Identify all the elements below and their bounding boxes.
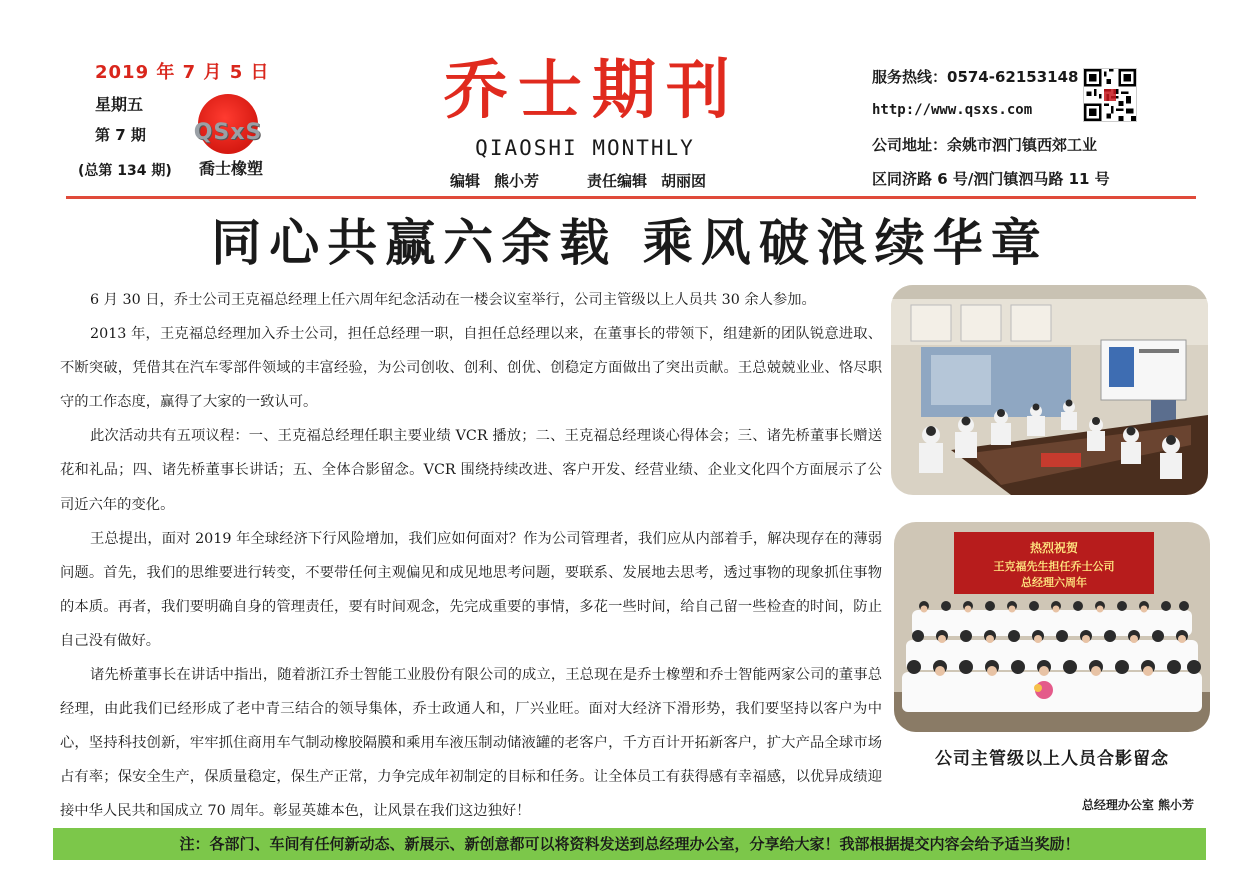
issue-date: 2019 年 7 月 5 日: [95, 62, 270, 83]
banner-line3: 总经理六周年: [1021, 576, 1087, 589]
article-paragraph: 此次活动共有五项议程：一、王克福总经理任职主要业绩 VCR 播放；二、王克福总经理谈心得体会；三、诸先桥董事长赠送花和礼品；四、诸先桥董事长讲话；五、全体合影留念。VCR 围绕持续改进、客户开发、经营业绩、企业文化四个方面展示了公司近六年的变化。: [60, 428, 882, 513]
banner-line2: 王克福先生担任乔士公司: [993, 560, 1115, 573]
company-logo: [182, 90, 274, 182]
company-website[interactable]: http://www.qsxs.com: [872, 102, 1033, 118]
logo-lettering: QSxS: [193, 120, 263, 145]
article-body: [60, 283, 882, 829]
editor-name: 熊小芳: [494, 172, 540, 190]
chief-editor-label: 责任编辑: [587, 172, 648, 190]
meeting-room-photo: [891, 285, 1208, 495]
photo-caption: 公司主管级以上人员合影留念: [935, 749, 1169, 769]
editor-credits: [450, 170, 720, 191]
service-hotline: 服务热线：0574-62153148: [872, 68, 1079, 86]
banner-line1: 热烈祝贺: [1029, 541, 1079, 555]
article-headline: 同心共赢六余载 乘风破浪续华章: [211, 214, 1049, 272]
masthead-title: 乔士期刊: [444, 53, 740, 128]
article-paragraph: 王总提出，面对 2019 年全球经济下行风险增加，我们应如何面对？作为公司管理者，我们应从内部着手，解决现存在的薄弱问题。首先，我们的思维要进行转变，不要带任何主观偏见和成见地思考问题，要联系、发展地去思考，透过事物的现象抓住事物的本质。再者，我们要明确自身的管理责任，要有时间观念，先完成重要的事情，多花一些时间，给自己留一些检查的时间，防止自己没有做好。: [60, 530, 882, 649]
notice-banner: 注：各部门、车间有任何新动态、新展示、新创意都可以将资料发送到总经理办公室，分享给大家！我部根据提交内容会给予适当奖励！: [53, 828, 1206, 860]
masthead-english: QIAOSHI MONTHLY: [475, 136, 695, 160]
qr-code-icon: [1083, 68, 1137, 122]
article-paragraph: 诸先桥董事长在讲话中指出，随着浙江乔士智能工业股份有限公司的成立，王总现在是乔士橡塑和乔士智能两家公司的董事总经理，由此我们已经形成了老中青三结合的领导集体，乔士政通人和，厂兴业旺。面对大经济下滑形势，我们要坚持以客户为中心，坚持科技创新，牢牢抓住商用车气制动橡胶隔膜和乘用车液压制动储液罐的老客户，千方百计开拓新客户，扩大产品全球市场占有率；保安全生产，保质量稳定，保生产正常，力争完成年初制定的目标和任务。让全体员工有获得感有幸福感，以优异成绩迎接中华人民共和国成立 70 周年。彰显英雄本色，让风景在我们这边独好！: [60, 667, 882, 820]
editor-label: 编辑: [450, 172, 481, 190]
issue-total-number: (总第 134 期): [78, 163, 172, 179]
company-address-line1: 公司地址：余姚市泗门镇西郊工业: [872, 136, 1098, 154]
logo-company-name: 喬士橡塑: [198, 159, 263, 178]
company-address-line2: 区同济路 6 号/泗门镇泗马路 11 号: [872, 170, 1110, 188]
issue-number: 第 7 期: [95, 126, 146, 144]
group-photo: [894, 522, 1210, 732]
chief-editor-name: 胡丽囡: [661, 172, 707, 190]
article-paragraph: 6 月 30 日，乔士公司王克福总经理上任六周年纪念活动在一楼会议室举行，公司主管级以上人员共 30 余人参加。: [90, 292, 816, 308]
article-paragraph: 2013 年，王克福总经理加入乔士公司，担任总经理一职，自担任总经理以来，在董事长的带领下，组建新的团队锐意进取、不断突破，凭借其在汽车零部件领域的丰富经验，为公司创收、创利、创优、创稳定方面做出了突出贡献。王总兢兢业业、恪尽职守的工作态度，赢得了大家的一致认可。: [60, 326, 882, 411]
issue-weekday: 星期五: [95, 95, 144, 114]
header-divider: [66, 196, 1196, 199]
article-byline: 总经理办公室 熊小芳: [1081, 798, 1194, 812]
